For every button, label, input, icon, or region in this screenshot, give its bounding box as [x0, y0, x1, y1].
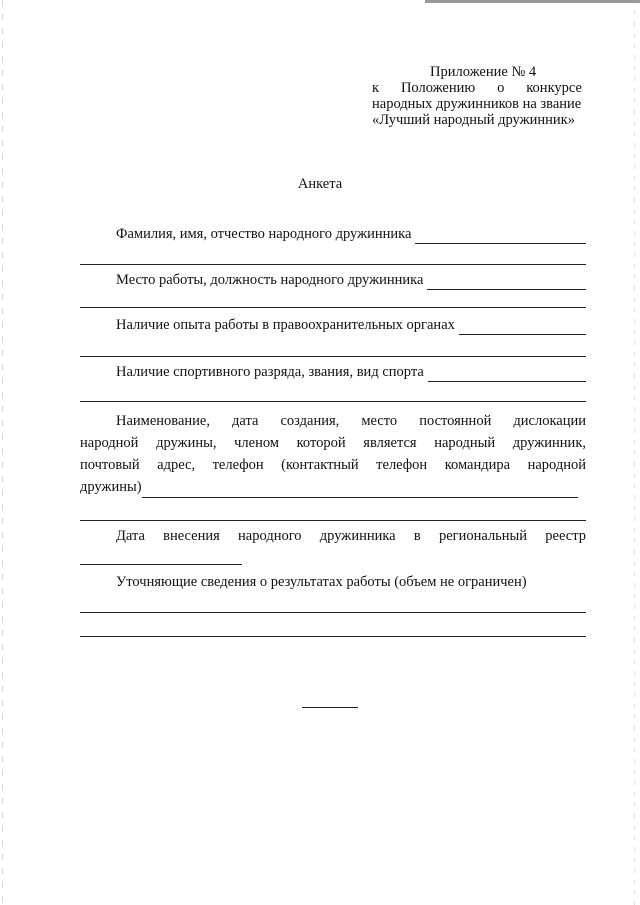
- fill-line-full[interactable]: [80, 264, 586, 265]
- appendix-word: Положению: [400, 80, 476, 96]
- form-heading: Анкета: [297, 176, 343, 192]
- fill-line-full[interactable]: [80, 356, 586, 357]
- field-label: Фамилия, имя, отчество народного дружинника: [116, 226, 412, 242]
- fill-line-full[interactable]: [80, 636, 586, 637]
- para-line: почтовый адрес, телефон (контактный телефон командира народной: [80, 457, 586, 473]
- field-registry-date: [80, 526, 586, 546]
- appendix-line-3: народных дружинников на звание: [372, 96, 582, 112]
- field-squad-info: [80, 410, 586, 498]
- fill-line-full[interactable]: [80, 401, 586, 402]
- field-full-name: [80, 224, 586, 244]
- fill-line[interactable]: [459, 319, 586, 335]
- field-label: Дата внесения народного дружинника в региональный реестр: [116, 528, 586, 544]
- scan-edge-right: [634, 0, 635, 905]
- field-label: Наличие опыта работы в правоохранительных органах: [116, 317, 455, 333]
- field-label: Наличие спортивного разряда, звания, вид спорта: [116, 364, 424, 380]
- para-line: дружины): [80, 479, 142, 495]
- fill-line-short[interactable]: [80, 564, 242, 565]
- appendix-word: о: [497, 80, 505, 96]
- para-line: народной дружины, членом которой является народный дружинник,: [80, 435, 586, 451]
- appendix-line-2: [372, 80, 582, 96]
- fill-line[interactable]: [428, 366, 586, 382]
- scan-edge-top: [425, 0, 640, 3]
- appendix-header: [372, 64, 582, 128]
- appendix-title: Приложение № 4: [430, 64, 537, 80]
- field-law-experience: [80, 315, 586, 335]
- field-label: Уточняющие сведения о результатах работы (объем не ограничен): [116, 574, 527, 590]
- fill-line[interactable]: [415, 228, 586, 244]
- field-sports: [80, 362, 586, 382]
- closing-separator: [302, 707, 358, 708]
- fill-line-full[interactable]: [80, 520, 586, 521]
- fill-line[interactable]: [142, 482, 578, 498]
- appendix-word: к: [372, 80, 380, 96]
- field-results: [80, 572, 586, 592]
- fill-line-full[interactable]: [80, 612, 586, 613]
- appendix-word: конкурсе: [526, 80, 582, 96]
- scan-edge-left: [2, 0, 3, 905]
- fill-line-full[interactable]: [80, 307, 586, 308]
- field-workplace: [80, 270, 586, 290]
- para-line: Наименование, дата создания, место постоянной дислокации: [116, 413, 586, 429]
- appendix-line-4: «Лучший народный дружинник»: [372, 112, 575, 128]
- fill-line[interactable]: [427, 274, 586, 290]
- field-label: Место работы, должность народного дружинника: [116, 272, 424, 288]
